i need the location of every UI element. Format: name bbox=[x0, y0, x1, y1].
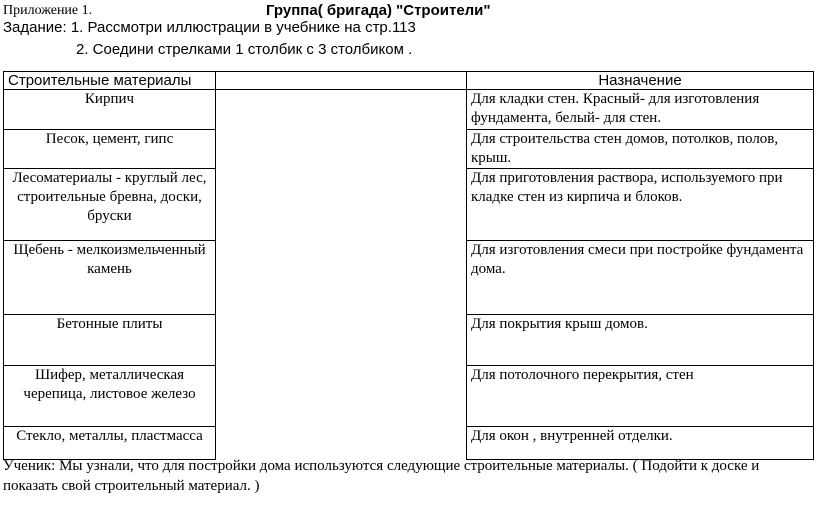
purpose-cell: Для изготовления смеси при постройке фундамента дома. bbox=[467, 241, 814, 315]
material-cell: Бетонные плиты bbox=[4, 315, 216, 366]
group-title: Группа( бригада) "Строители" bbox=[266, 2, 491, 19]
purpose-cell: Для строительства стен домов, потолков, полов, крыш. bbox=[467, 130, 814, 169]
table-row bbox=[4, 90, 814, 130]
purpose-cell: Для покрытия крыш домов. bbox=[467, 315, 814, 366]
purpose-cell: Для кладки стен. Красный- для изготовления фундамента, белый- для стен. bbox=[467, 90, 814, 130]
header-materials: Строительные материалы bbox=[4, 72, 216, 90]
material-cell: Стекло, металлы, пластмасса bbox=[4, 427, 216, 460]
material-cell: Лесоматериалы - круглый лес, строительные бревна, доски, бруски bbox=[4, 169, 216, 241]
material-cell: Песок, цемент, гипс bbox=[4, 130, 216, 169]
material-cell: Щебень - мелкоизмельченный камень bbox=[4, 241, 216, 315]
student-conclusion: Ученик: Мы узнали, что для постройки дома используются следующие строительные материалы. ( Подойти к доске и показать свой строительный материал. ) bbox=[3, 458, 760, 494]
material-cell: Шифер, металлическая черепица, листовое железо bbox=[4, 366, 216, 427]
matching-space[interactable] bbox=[216, 90, 467, 460]
purpose-cell: Для потолочного перекрытия, стен bbox=[467, 366, 814, 427]
purpose-cell: Для приготовления раствора, используемого при кладке стен из кирпича и блоков. bbox=[467, 169, 814, 241]
task-instruction-2: 2. Соедини стрелками 1 столбик с 3 столбиком . bbox=[76, 41, 413, 58]
purpose-cell: Для окон , внутренней отделки. bbox=[467, 427, 814, 460]
task-instruction-1: Задание: 1. Рассмотри иллюстрации в учебнике на стр.113 bbox=[3, 19, 416, 36]
appendix-label: Приложение 1. bbox=[3, 3, 93, 18]
header-blank bbox=[216, 72, 467, 90]
materials-table bbox=[3, 71, 814, 460]
material-cell: Кирпич bbox=[4, 90, 216, 130]
header-purpose: Назначение bbox=[467, 72, 814, 90]
table-header-row bbox=[4, 72, 814, 90]
